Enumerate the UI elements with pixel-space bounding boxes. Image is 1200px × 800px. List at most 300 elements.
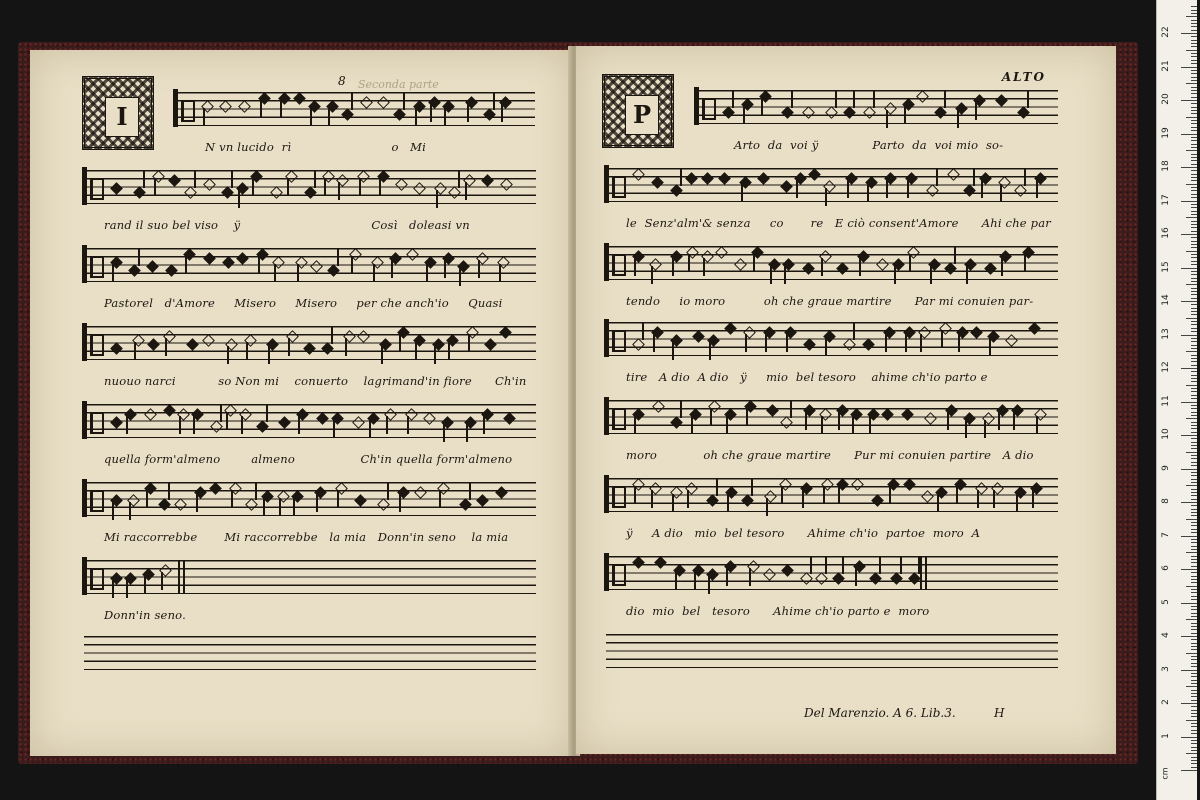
clef-mark: [181, 100, 195, 122]
ruler-tick: [1186, 519, 1197, 520]
ruler-tick: [1191, 639, 1197, 640]
ruler-tick: [1191, 700, 1197, 701]
note-head: [715, 246, 728, 259]
ruler-tick: [1191, 643, 1197, 644]
clef-mark: [612, 486, 626, 508]
ruler-tick: [1191, 546, 1197, 547]
ruler-tick: [1191, 680, 1197, 681]
note-head: [851, 478, 864, 491]
note-head: [202, 334, 215, 347]
note-stem: [889, 486, 891, 504]
note-stem: [280, 100, 282, 118]
note-stem: [885, 334, 887, 352]
note-head: [483, 108, 496, 121]
note-head: [146, 260, 159, 273]
ruler-tick: [1181, 67, 1197, 68]
note-stem: [726, 416, 728, 434]
note-stem: [791, 90, 793, 108]
note-stem: [324, 178, 326, 196]
note-stem: [904, 106, 906, 124]
ruler-tick: [1181, 636, 1197, 637]
clef-mark: [82, 401, 87, 439]
decorated-initial: [82, 76, 154, 150]
clef-mark: [82, 167, 87, 205]
ruler-tick: [1191, 626, 1197, 627]
note-stem: [965, 420, 967, 438]
ruler-tick: [1191, 659, 1197, 660]
note-head: [781, 564, 794, 577]
ruler-number: 21: [1161, 59, 1171, 72]
ruler-tick: [1191, 87, 1197, 88]
note-head: [921, 490, 934, 503]
note-head: [734, 258, 747, 271]
initial-letter: I: [105, 97, 139, 137]
lyric-line: Mi raccorrebbe Mi raccorrebbe la mia Donn'in seno la mia: [104, 530, 509, 544]
note-stem: [867, 184, 869, 202]
note-head: [209, 482, 222, 495]
ruler-tick: [1191, 174, 1197, 175]
initial-letter: P: [625, 95, 659, 135]
ruler-tick: [1181, 469, 1197, 470]
note-head: [499, 326, 512, 339]
music-staff: [606, 322, 1058, 356]
ruler-tick: [1181, 234, 1197, 235]
note-head: [970, 326, 983, 339]
note-stem: [1016, 494, 1018, 512]
note-stem: [391, 260, 393, 278]
ruler-tick: [1186, 251, 1197, 252]
ruler-tick: [1191, 462, 1197, 463]
ruler-tick: [1186, 83, 1197, 84]
ruler-tick: [1191, 740, 1197, 741]
note-head: [947, 168, 960, 181]
note-stem: [694, 572, 696, 590]
note-stem: [345, 338, 347, 356]
lyric-line: quella form'almeno almeno Ch'in quella form'almeno: [104, 452, 513, 466]
note-stem: [255, 482, 257, 500]
note-stem: [981, 180, 983, 198]
ruler-tick: [1191, 522, 1197, 523]
note-stem: [823, 486, 825, 504]
note-stem: [680, 400, 682, 418]
note-head: [808, 168, 821, 181]
note-stem: [203, 108, 205, 126]
note-head: [881, 408, 894, 421]
ruler-number: 10: [1161, 428, 1171, 440]
lyric-line: ÿ A dio mio bel tesoro Ahime ch'io partoe moro A: [626, 526, 981, 540]
note-stem: [842, 556, 844, 574]
note-stem: [468, 334, 470, 352]
ruler-tick: [1191, 274, 1197, 275]
ruler-tick: [1191, 43, 1197, 44]
note-stem: [112, 580, 114, 598]
note-head: [278, 416, 291, 429]
note-head: [503, 412, 516, 425]
measurement-ruler: [1156, 0, 1197, 800]
note-stem: [821, 416, 823, 434]
note-head: [692, 330, 705, 343]
lyric-line: dio mio bel tesoro Ahime ch'io parto e moro: [626, 604, 930, 618]
note-stem: [351, 256, 353, 274]
note-head: [423, 412, 436, 425]
ruler-tick: [1191, 26, 1197, 27]
note-stem: [766, 498, 768, 516]
ruler-tick: [1191, 298, 1197, 299]
note-head: [651, 176, 664, 189]
music-staff: [175, 92, 535, 126]
note-head: [174, 498, 187, 511]
ruler-tick: [1191, 710, 1197, 711]
note-stem: [973, 168, 975, 186]
ruler-tick: [1191, 46, 1197, 47]
ruler-tick: [1191, 237, 1197, 238]
note-stem: [765, 334, 767, 352]
ruler-tick: [1191, 629, 1197, 630]
note-stem: [168, 482, 170, 500]
ruler-tick: [1191, 582, 1197, 583]
ruler-tick: [1191, 690, 1197, 691]
note-stem: [784, 266, 786, 284]
ruler-tick: [1191, 324, 1197, 325]
ruler-tick: [1191, 187, 1197, 188]
ruler-tick: [1191, 422, 1197, 423]
note-stem: [241, 416, 243, 434]
note-head: [802, 106, 815, 119]
note-head: [718, 172, 731, 185]
note-head: [757, 172, 770, 185]
ruler-tick: [1191, 381, 1197, 382]
note-stem: [853, 90, 855, 108]
note-stem: [260, 100, 262, 118]
note-stem: [745, 334, 747, 352]
note-stem: [266, 404, 268, 422]
ruler-tick: [1191, 361, 1197, 362]
ruler-tick: [1191, 415, 1197, 416]
ruler-tick: [1191, 673, 1197, 674]
note-head: [741, 494, 754, 507]
note-stem: [351, 92, 353, 110]
ruler-tick: [1191, 499, 1197, 500]
note-stem: [998, 412, 1000, 430]
ruler-tick: [1191, 750, 1197, 751]
note-stem: [238, 190, 240, 208]
note-head: [413, 182, 426, 195]
note-stem: [852, 416, 854, 434]
note-stem: [708, 576, 710, 594]
ruler-tick: [1191, 214, 1197, 215]
lyric-line: N vn lucido rì o Mi: [205, 140, 427, 154]
ruler-tick: [1191, 549, 1197, 550]
note-stem: [920, 334, 922, 352]
ruler-tick: [1191, 13, 1197, 14]
ruler-tick: [1186, 586, 1197, 587]
ruler-tick: [1191, 77, 1197, 78]
clef-mark: [82, 323, 87, 361]
ruler-tick: [1191, 448, 1197, 449]
voice-part-label: ALTO: [1001, 70, 1046, 84]
note-stem: [381, 346, 383, 364]
ruler-tick: [1191, 743, 1197, 744]
ruler-tick: [1191, 6, 1197, 7]
note-stem: [944, 90, 946, 108]
ruler-number: 14: [1161, 294, 1171, 306]
clef-mark: [612, 176, 626, 198]
ruler-tick: [1191, 90, 1197, 91]
note-stem: [1027, 90, 1029, 108]
ruler-tick: [1191, 97, 1197, 98]
note-stem: [338, 182, 340, 200]
note-head: [803, 338, 816, 351]
note-stem: [825, 556, 827, 574]
ruler-tick: [1181, 670, 1197, 671]
note-head: [168, 174, 181, 187]
note-stem: [220, 404, 222, 422]
note-stem: [337, 248, 339, 266]
note-stem: [675, 572, 677, 590]
note-stem: [1000, 184, 1002, 202]
ruler-tick: [1181, 737, 1197, 738]
note-stem: [886, 110, 888, 128]
note-head: [934, 106, 947, 119]
note-stem: [907, 180, 909, 198]
clef-mark: [90, 412, 104, 434]
ruler-tick: [1191, 515, 1197, 516]
note-head: [825, 106, 838, 119]
left-page: [30, 50, 572, 756]
ruler-tick: [1186, 217, 1197, 218]
note-stem: [246, 342, 248, 360]
ruler-tick: [1186, 284, 1197, 285]
clef-mark: [90, 256, 104, 278]
note-stem: [126, 580, 128, 598]
note-stem: [805, 412, 807, 430]
ruler-tick: [1191, 763, 1197, 764]
note-stem: [993, 490, 995, 508]
note-head: [670, 416, 683, 429]
note-stem: [379, 178, 381, 196]
note-head: [270, 186, 283, 199]
note-head: [1005, 334, 1018, 347]
note-head: [876, 258, 889, 271]
note-stem: [726, 568, 728, 586]
lyric-line: Arto da voi ÿ Parto da voi mio so-: [734, 138, 1004, 152]
ruler-tick: [1191, 123, 1197, 124]
note-head: [869, 572, 882, 585]
ruler-tick: [1191, 60, 1197, 61]
note-head: [377, 96, 390, 109]
note-stem: [790, 400, 792, 418]
ruler-tick: [1191, 355, 1197, 356]
ruler-tick: [1191, 733, 1197, 734]
note-head: [916, 90, 929, 103]
ruler-tick: [1191, 713, 1197, 714]
note-head: [245, 498, 258, 511]
music-staff: [84, 482, 536, 516]
ruler-tick: [1191, 706, 1197, 707]
note-head: [1017, 106, 1030, 119]
ruler-tick: [1191, 63, 1197, 64]
note-head: [843, 106, 856, 119]
note-stem: [909, 254, 911, 272]
note-stem: [426, 264, 428, 282]
ruler-tick: [1191, 311, 1197, 312]
ruler-tick: [1191, 157, 1197, 158]
note-stem: [134, 342, 136, 360]
ruler-tick: [1191, 683, 1197, 684]
note-head: [780, 180, 793, 193]
note-head: [802, 262, 815, 275]
note-head: [354, 494, 367, 507]
ruler-tick: [1191, 147, 1197, 148]
ruler-number: 7: [1161, 531, 1171, 538]
note-stem: [1024, 168, 1026, 186]
ruler-tick: [1191, 649, 1197, 650]
ruler-tick: [1191, 56, 1197, 57]
note-stem: [956, 486, 958, 504]
note-head: [632, 556, 645, 569]
note-stem: [957, 110, 959, 128]
ruler-tick: [1191, 338, 1197, 339]
note-head: [476, 494, 489, 507]
ruler-tick: [1191, 656, 1197, 657]
note-stem: [399, 494, 401, 512]
signature-mark: H: [994, 706, 1005, 720]
note-head: [984, 262, 997, 275]
ruler-tick: [1191, 505, 1197, 506]
ruler-tick: [1186, 418, 1197, 419]
note-head: [110, 416, 123, 429]
note-stem: [444, 108, 446, 126]
ruler-tick: [1191, 371, 1197, 372]
ruler-tick: [1191, 482, 1197, 483]
ruler-tick: [1191, 576, 1197, 577]
ruler-tick: [1191, 596, 1197, 597]
note-stem: [146, 490, 148, 508]
ruler-tick: [1191, 308, 1197, 309]
note-stem: [386, 416, 388, 434]
note-stem: [853, 322, 855, 340]
ruler-tick: [1191, 445, 1197, 446]
note-stem: [802, 490, 804, 508]
note-stem: [642, 322, 644, 340]
ruler-number: 19: [1161, 126, 1171, 139]
note-stem: [710, 408, 712, 426]
ruler-tick: [1181, 268, 1197, 269]
note-stem: [279, 498, 281, 516]
note-head: [133, 186, 146, 199]
ruler-tick: [1191, 532, 1197, 533]
ruler-tick: [1186, 184, 1197, 185]
note-head: [210, 420, 223, 433]
note-stem: [194, 170, 196, 188]
note-stem: [466, 424, 468, 442]
note-stem: [443, 424, 445, 442]
note-stem: [879, 556, 881, 574]
music-staff: [606, 478, 1058, 512]
ruler-tick: [1191, 509, 1197, 510]
note-stem: [112, 502, 114, 520]
ruler-tick: [1181, 167, 1197, 168]
empty-staff: [606, 634, 1058, 668]
music-staff: [606, 556, 1058, 590]
lyric-line: Donn'in seno.: [104, 608, 186, 622]
empty-staff: [84, 636, 536, 670]
note-stem: [672, 342, 674, 360]
ruler-tick: [1181, 335, 1197, 336]
note-head: [995, 94, 1008, 107]
ruler-tick: [1191, 633, 1197, 634]
ruler-tick: [1186, 753, 1197, 754]
ruler-tick: [1191, 412, 1197, 413]
note-stem: [651, 266, 653, 284]
note-head: [222, 256, 235, 269]
ruler-tick: [1181, 569, 1197, 570]
note-stem: [838, 486, 840, 504]
ruler-tick: [1191, 425, 1197, 426]
ruler-tick: [1191, 378, 1197, 379]
note-stem: [930, 266, 932, 284]
ruler-tick: [1186, 117, 1197, 118]
ruler-tick: [1191, 103, 1197, 104]
note-stem: [268, 346, 270, 364]
final-barline: [178, 560, 185, 594]
ruler-number: 13: [1161, 327, 1171, 340]
note-stem: [1001, 258, 1003, 276]
music-staff: [606, 168, 1058, 202]
note-head: [303, 342, 316, 355]
clef-mark: [604, 553, 609, 591]
final-barline: [920, 556, 927, 590]
ruler-tick: [1191, 288, 1197, 289]
note-stem: [989, 338, 991, 356]
ruler-tick: [1191, 566, 1197, 567]
ruler-tick: [1186, 686, 1197, 687]
note-stem: [430, 104, 432, 122]
ruler-tick: [1181, 603, 1197, 604]
ruler-tick: [1191, 314, 1197, 315]
note-stem: [403, 92, 405, 110]
ruler-tick: [1191, 154, 1197, 155]
music-staff: [84, 326, 536, 360]
note-stem: [165, 338, 167, 356]
ruler-tick: [1191, 197, 1197, 198]
note-head: [238, 100, 251, 113]
ruler-tick: [1191, 23, 1197, 24]
note-stem: [941, 330, 943, 348]
note-head: [186, 338, 199, 351]
note-head: [780, 416, 793, 429]
note-stem: [333, 420, 335, 438]
note-head: [110, 182, 123, 195]
note-stem: [743, 106, 745, 124]
note-stem: [263, 498, 265, 516]
note-head: [203, 178, 216, 191]
ruler-tick: [1191, 160, 1197, 161]
note-stem: [310, 108, 312, 126]
clef-mark: [604, 397, 609, 435]
ruler-tick: [1191, 70, 1197, 71]
note-head: [203, 252, 216, 265]
note-head: [393, 108, 406, 121]
ruler-tick: [1191, 760, 1197, 761]
ruler-tick: [1181, 502, 1197, 503]
ruler-tick: [1191, 696, 1197, 697]
note-stem: [810, 556, 812, 574]
note-stem: [126, 416, 128, 434]
note-stem: [196, 494, 198, 512]
note-stem: [746, 408, 748, 426]
ruler-tick: [1191, 110, 1197, 111]
